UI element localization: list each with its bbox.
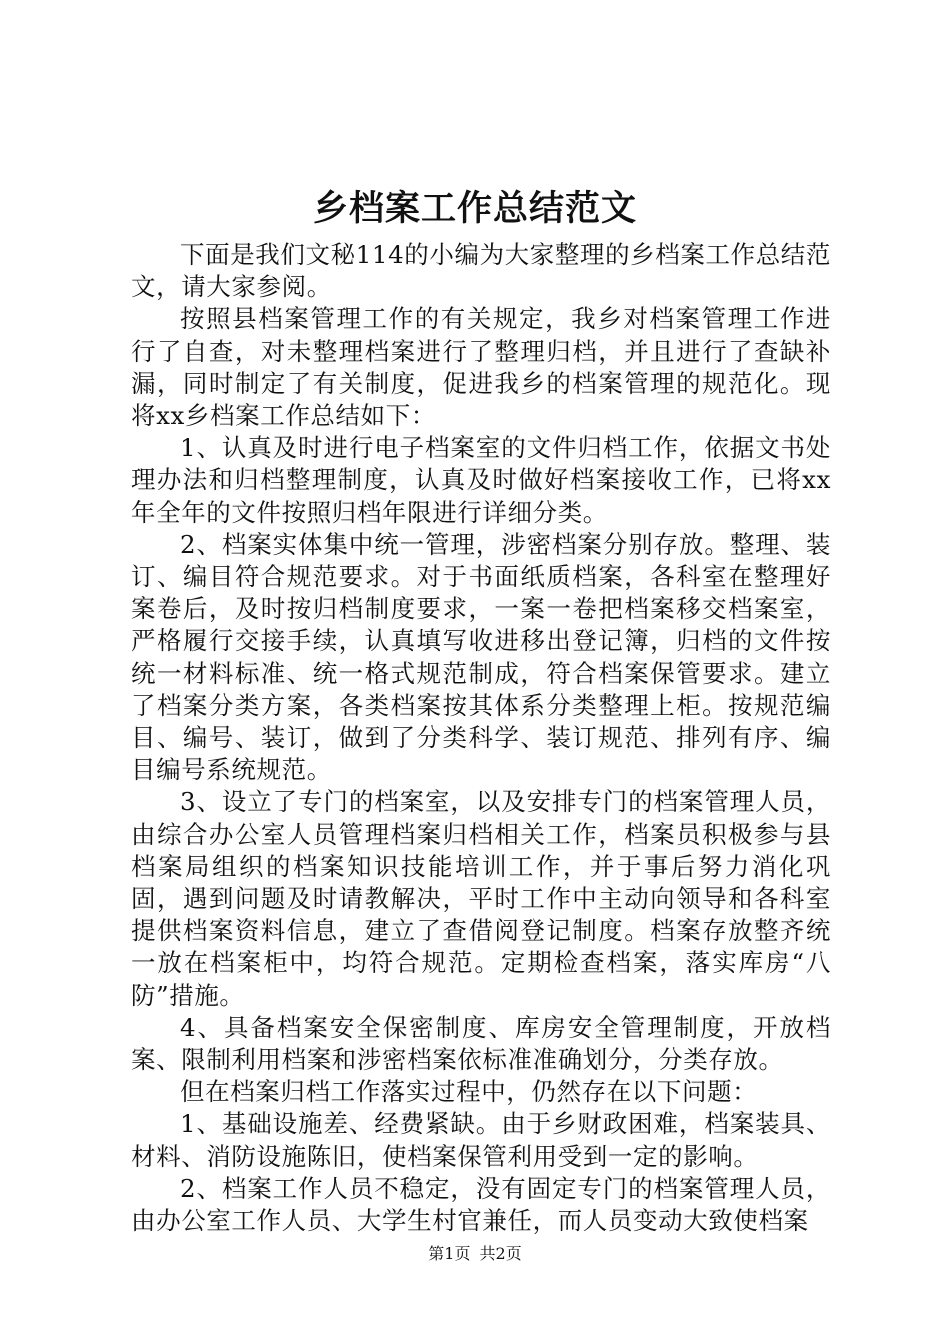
paragraph-item-4: 4、具备档案安全保密制度、库房安全管理制度，开放档案、限制利用档案和涉密档案依标准准确划分，分类存放。: [131, 1012, 831, 1075]
paragraph-overview: 按照县档案管理工作的有关规定，我乡对档案管理工作进行了自查，对未整理档案进行了整理归档，并且进行了查缺补漏，同时制定了有关制度，促进我乡的档案管理的规范化。现将xx乡档案工作总结如下：: [131, 304, 831, 431]
paragraph-item-3: 3、设立了专门的档案室，以及安排专门的档案管理人员，由综合办公室人员管理档案归档相关工作，档案员积极参与县档案局组织的档案知识技能培训工作，并于事后努力消化巩固，遇到问题及时请教解决，平时工作中主动向领导和各科室提供档案资料信息，建立了查借阅登记制度。档案存放整齐统一放在档案柜中，均符合规范。定期检查档案，落实库房“八防”措施。: [131, 787, 831, 1010]
paragraph-item-2: 2、档案实体集中统一管理，涉密档案分别存放。整理、装订、编目符合规范要求。对于书面纸质档案，各科室在整理好案卷后，及时按归档制度要求，一案一卷把档案移交档案室，严格履行交接手续，认真填写收进移出登记簿，归档的文件按统一材料标准、统一格式规范制成，符合档案保管要求。建立了档案分类方案，各类档案按其体系分类整理上柜。按规范编目、编号、装订，做到了分类科学、装订规范、排列有序、编目编号系统规范。: [131, 529, 831, 785]
page-footer: 第1页 共2页: [428, 1244, 522, 1263]
paragraph-problem-2: 2、档案工作人员不稳定，没有固定专门的档案管理人员，由办公室工作人员、大学生村官兼任，而人员变动大致使档案: [131, 1173, 831, 1236]
paragraph-problems-intro: 但在档案归档工作落实过程中，仍然存在以下问题：: [180, 1077, 758, 1107]
paragraph-intro: 下面是我们文秘114的小编为大家整理的乡档案工作总结范文，请大家参阅。: [131, 240, 831, 302]
paragraph-problem-1: 1、基础设施差、经费紧缺。由于乡财政困难，档案装具、材料、消防设施陈旧，使档案保管利用受到一定的影响。: [131, 1109, 831, 1171]
document-body: [131, 239, 831, 1237]
document-title: 乡档案工作总结范文: [312, 188, 637, 229]
paragraph-item-1: 1、认真及时进行电子档案室的文件归档工作，依据文书处理办法和归档整理制度，认真及时做好档案接收工作，已将xx年全年的文件按照归档年限进行详细分类。: [131, 433, 831, 527]
